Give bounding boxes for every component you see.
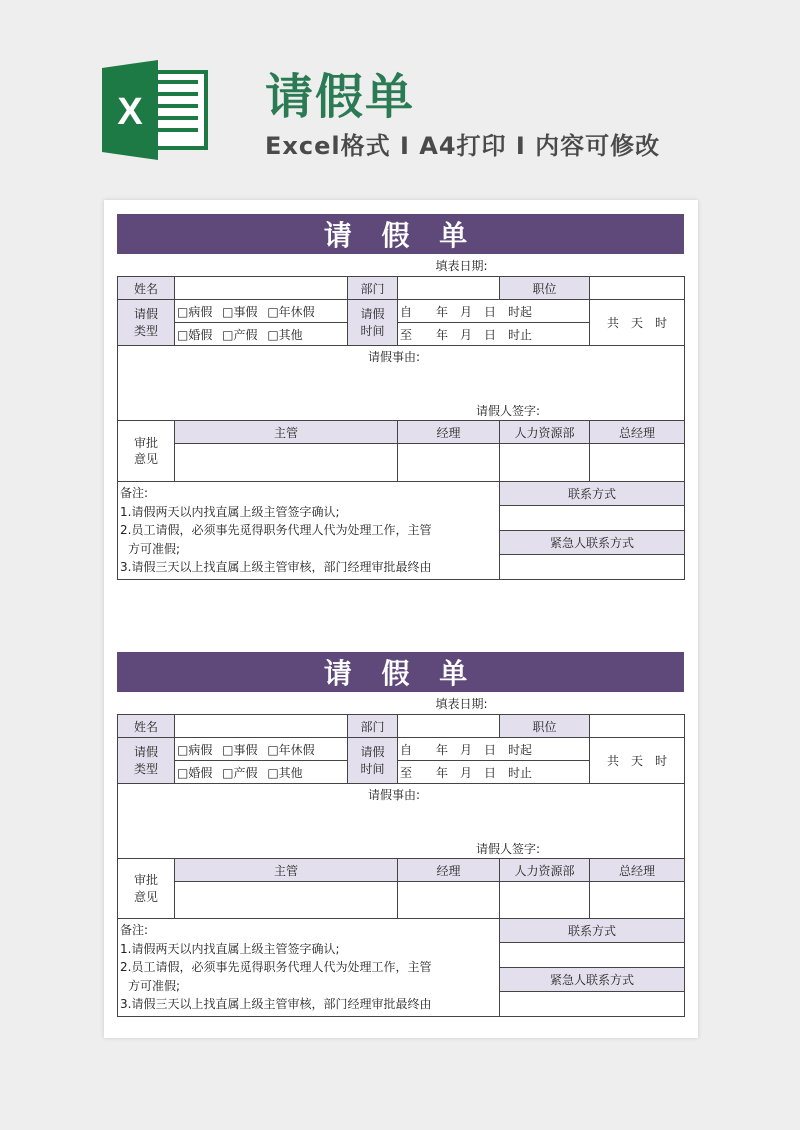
fill-date-label: 填表日期: bbox=[118, 254, 685, 277]
notes-row-1 bbox=[118, 919, 685, 943]
approver-gm: 总经理 bbox=[590, 859, 685, 882]
leave-type-options-2[interactable] bbox=[175, 761, 348, 784]
note-item: 1.请假两天以内找直属上级主管签字确认; bbox=[120, 504, 340, 519]
time-from-field[interactable]: 自 年 月 日 时起 bbox=[398, 300, 590, 323]
contact-field[interactable] bbox=[500, 943, 685, 967]
approver-hr: 人力资源部 bbox=[500, 421, 590, 444]
approval-label: 审批 意见 bbox=[118, 421, 175, 482]
reason-field[interactable] bbox=[118, 784, 685, 859]
approval-sign-row bbox=[118, 444, 685, 482]
position-field[interactable] bbox=[590, 715, 685, 738]
name-row bbox=[118, 277, 685, 300]
leave-type-row-1 bbox=[118, 300, 685, 323]
svg-text:X: X bbox=[117, 91, 143, 133]
checkbox-personal-leave[interactable]: □事假 bbox=[222, 304, 258, 319]
name-row bbox=[118, 715, 685, 738]
leave-form-1 bbox=[117, 214, 684, 580]
checkbox-personal-leave[interactable]: □事假 bbox=[222, 742, 258, 757]
leave-form-2 bbox=[117, 652, 684, 1017]
page-header bbox=[0, 0, 800, 190]
approver-supervisor: 主管 bbox=[175, 421, 398, 444]
date-row bbox=[118, 692, 685, 715]
form-title: 请 假 单 bbox=[117, 214, 684, 254]
time-to-field[interactable]: 至 年 月 日 时止 bbox=[398, 761, 590, 784]
contact-label: 联系方式 bbox=[500, 919, 685, 943]
note-item: 方可准假; bbox=[128, 978, 181, 993]
approval-label: 审批 意见 bbox=[118, 859, 175, 919]
notes-title: 备注: bbox=[120, 486, 149, 500]
supervisor-sign-field[interactable] bbox=[175, 444, 398, 482]
fill-date-label: 填表日期: bbox=[118, 692, 685, 715]
hr-sign-field[interactable] bbox=[500, 444, 590, 482]
leave-type-label: 请假 类型 bbox=[118, 738, 175, 784]
approver-manager: 经理 bbox=[398, 859, 500, 882]
manager-sign-field[interactable] bbox=[398, 882, 500, 919]
name-field[interactable] bbox=[175, 715, 348, 738]
checkbox-marriage-leave[interactable]: □婚假 bbox=[177, 765, 213, 780]
gm-sign-field[interactable] bbox=[590, 882, 685, 919]
checkbox-other-leave[interactable]: □其他 bbox=[267, 327, 303, 342]
reason-label: 请假事由: bbox=[368, 788, 421, 802]
name-field[interactable] bbox=[175, 277, 348, 300]
checkbox-sick-leave[interactable]: □病假 bbox=[177, 742, 213, 757]
emergency-contact-label: 紧急人联系方式 bbox=[500, 530, 685, 554]
approval-header-row bbox=[118, 421, 685, 444]
leave-type-row-1 bbox=[118, 738, 685, 761]
leave-form-table bbox=[117, 254, 685, 580]
approver-supervisor: 主管 bbox=[175, 859, 398, 882]
checkbox-sick-leave[interactable]: □病假 bbox=[177, 304, 213, 319]
emergency-contact-label: 紧急人联系方式 bbox=[500, 967, 685, 991]
leave-time-label: 请假 时间 bbox=[348, 738, 398, 784]
dept-field[interactable] bbox=[398, 715, 500, 738]
notes-block bbox=[118, 919, 500, 1017]
reason-row bbox=[118, 784, 685, 859]
reason-row bbox=[118, 346, 685, 421]
page-title: 请假单 bbox=[265, 69, 416, 125]
notes-title: 备注: bbox=[120, 923, 149, 937]
hr-sign-field[interactable] bbox=[500, 882, 590, 919]
notes-row-1 bbox=[118, 482, 685, 506]
note-item: 3.请假三天以上找直属上级主管审核，部门经理审批最终由 bbox=[120, 997, 432, 1012]
name-label: 姓名 bbox=[118, 715, 175, 738]
manager-sign-field[interactable] bbox=[398, 444, 500, 482]
dept-field[interactable] bbox=[398, 277, 500, 300]
leave-type-options-1[interactable] bbox=[175, 738, 348, 761]
emergency-contact-field[interactable] bbox=[500, 555, 685, 580]
checkbox-annual-leave[interactable]: □年休假 bbox=[267, 742, 315, 757]
leave-type-label: 请假 类型 bbox=[118, 300, 175, 346]
checkbox-marriage-leave[interactable]: □婚假 bbox=[177, 327, 213, 342]
gm-sign-field[interactable] bbox=[590, 444, 685, 482]
note-item: 1.请假两天以内找直属上级主管签字确认; bbox=[120, 941, 340, 956]
total-duration[interactable]: 共 天 时 bbox=[590, 300, 685, 346]
approval-header-row bbox=[118, 859, 685, 882]
leave-time-label: 请假 时间 bbox=[348, 300, 398, 346]
checkbox-maternity-leave[interactable]: □产假 bbox=[222, 327, 258, 342]
form-title: 请 假 单 bbox=[117, 652, 684, 692]
contact-label: 联系方式 bbox=[500, 482, 685, 506]
approver-gm: 总经理 bbox=[590, 421, 685, 444]
position-field[interactable] bbox=[590, 277, 685, 300]
reason-label: 请假事由: bbox=[368, 350, 421, 364]
supervisor-sign-field[interactable] bbox=[175, 882, 398, 919]
leave-type-options-2[interactable] bbox=[175, 323, 348, 346]
contact-field[interactable] bbox=[500, 506, 685, 530]
emergency-contact-field[interactable] bbox=[500, 992, 685, 1017]
excel-logo-icon bbox=[100, 60, 210, 160]
time-from-field[interactable]: 自 年 月 日 时起 bbox=[398, 738, 590, 761]
dept-label: 部门 bbox=[348, 277, 398, 300]
leave-form-table bbox=[117, 692, 685, 1017]
position-label: 职位 bbox=[500, 277, 590, 300]
name-label: 姓名 bbox=[118, 277, 175, 300]
checkbox-other-leave[interactable]: □其他 bbox=[267, 765, 303, 780]
leave-type-options-1[interactable] bbox=[175, 300, 348, 323]
checkbox-annual-leave[interactable]: □年休假 bbox=[267, 304, 315, 319]
note-item: 方可准假; bbox=[128, 541, 181, 556]
approver-manager: 经理 bbox=[398, 421, 500, 444]
dept-label: 部门 bbox=[348, 715, 398, 738]
position-label: 职位 bbox=[500, 715, 590, 738]
note-item: 2.员工请假，必须事先觅得职务代理人代为处理工作，主管 bbox=[120, 960, 432, 975]
total-duration[interactable]: 共 天 时 bbox=[590, 738, 685, 784]
time-to-field[interactable]: 至 年 月 日 时止 bbox=[398, 323, 590, 346]
date-row bbox=[118, 254, 685, 277]
signature-label: 请假人签字: bbox=[476, 842, 541, 856]
notes-block bbox=[118, 482, 500, 580]
approval-sign-row bbox=[118, 882, 685, 919]
page-subtitle: Excel格式 I A4打印 I 内容可修改 bbox=[265, 132, 661, 160]
note-item: 3.请假三天以上找直属上级主管审核，部门经理审批最终由 bbox=[120, 560, 432, 575]
reason-field[interactable] bbox=[118, 346, 685, 421]
checkbox-maternity-leave[interactable]: □产假 bbox=[222, 765, 258, 780]
signature-label: 请假人签字: bbox=[476, 404, 541, 418]
note-item: 2.员工请假，必须事先觅得职务代理人代为处理工作，主管 bbox=[120, 523, 432, 538]
approver-hr: 人力资源部 bbox=[500, 859, 590, 882]
